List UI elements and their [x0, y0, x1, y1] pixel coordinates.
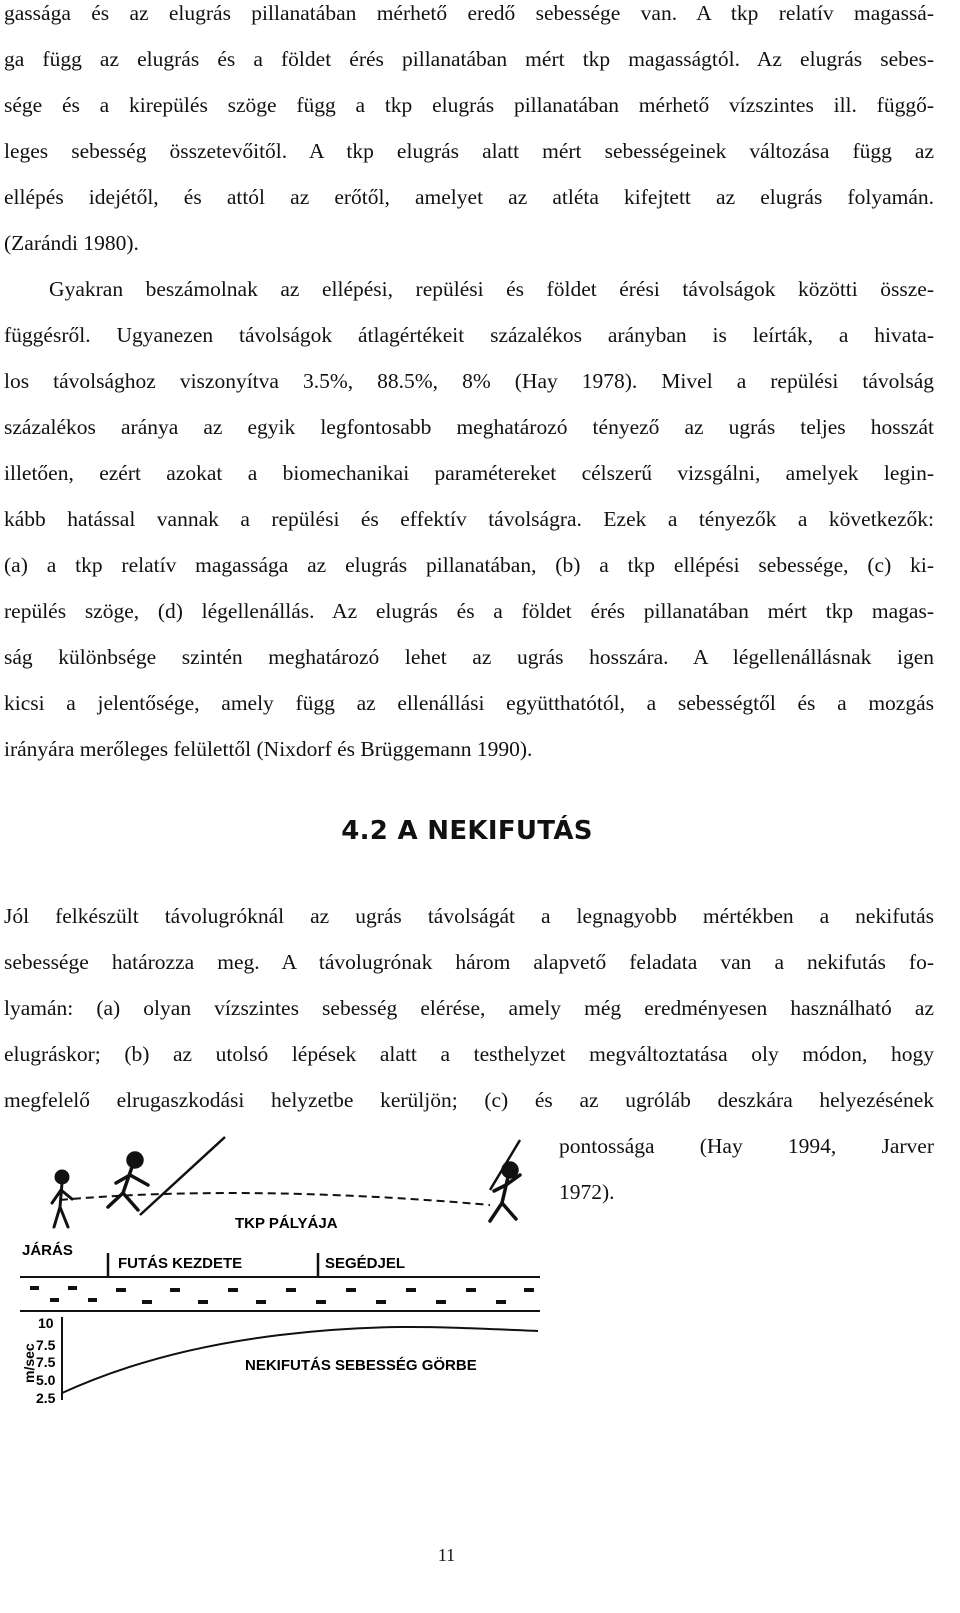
run-up-figure — [20, 1135, 555, 1420]
text-line: függésről. Ugyanezen távolságok átlagértékeit százalékos arányban is leírták, a hivata- — [4, 323, 934, 347]
text-line: irányára merőleges felülettől (Nixdorf és Brüggemann 1990). — [4, 737, 533, 761]
text-line: pontossága (Hay 1994, Jarver — [559, 1134, 934, 1158]
label-run-start: FUTÁS KEZDETE — [118, 1255, 243, 1272]
label-walking: JÁRÁS — [22, 1242, 73, 1259]
text-line: (a) a tkp relatív magassága az elugrás pillanatában, (b) a tkp ellépési sebessége, (c) ki- — [4, 553, 934, 577]
section-heading: 4.2 A NEKIFUTÁS — [341, 816, 593, 846]
label-tkp-path: TKP PÁLYÁJA — [235, 1215, 338, 1232]
text-line: 1972). — [559, 1180, 615, 1204]
text-line: lyamán: (a) olyan vízszintes sebesség elérése, amely még eredményesen használható az — [4, 996, 934, 1020]
text-line: ellépés idejétől, és attól az erőtől, amelyet az atléta kifejtett az elugrás folyamán. — [4, 185, 934, 209]
label-speed-curve: NEKIFUTÁS SEBESSÉG GÖRBE — [245, 1357, 477, 1374]
label-marker: SEGÉDJEL — [325, 1255, 406, 1272]
text-line: illetően, ezért azokat a biomechanikai paramétereket célszerű vizsgálni, amelyek legin- — [4, 461, 934, 485]
text-line: ság különbsége szintén meghatározó lehet az ugrás hosszára. A légellenállásnak igen — [4, 645, 934, 669]
axis-tick-label: 10 — [38, 1315, 54, 1331]
paragraph-1 — [4, 0, 934, 772]
axis-tick-label: 7.5 — [36, 1354, 56, 1370]
text-line: leges sebesség összetevőitől. A tkp elugrás alatt mért sebességeinek változása függ az — [4, 139, 934, 163]
axis-unit-label: m/sec — [21, 1343, 37, 1383]
paragraph-3-wrap — [559, 1123, 934, 1215]
footprints — [30, 1286, 534, 1304]
text-line: kicsi a jelentősége, amely függ az ellenállási együtthatótól, a sebességtől és a mozgás — [4, 691, 934, 715]
walking-figure-icon — [52, 1171, 72, 1227]
text-line: gassága és az elugrás pillanatában mérhető eredő sebessége van. A tkp relatív magassá- — [4, 1, 934, 25]
axis-tick-label: 5.0 — [36, 1372, 56, 1388]
text-line: kább hatással vannak a repülési és effektív távolságra. Ezek a tényezők a következők: — [4, 507, 934, 531]
text-line: elugráskor; (b) az utolsó lépések alatt a testhelyzet megváltoztatása oly módon, hogy — [4, 1042, 934, 1066]
text-line: Gyakran beszámolnak az ellépési, repülési és földet érési távolságok közötti össze- — [4, 277, 934, 301]
text-line: sebessége határozza meg. A távolugrónak három alapvető feladata van a nekifutás fo- — [4, 950, 934, 974]
axis-tick-label: 7.5 — [36, 1337, 56, 1353]
paragraph-3 — [4, 893, 934, 1123]
text-line: sége és a kirepülés szöge függ a tkp elugrás pillanatában mérhető vízszintes ill. függő- — [4, 93, 934, 117]
text-line: Jól felkészült távolugróknál az ugrás távolságát a legnagyobb mértékben a nekifutás — [4, 904, 934, 928]
text-line: százalékos aránya az egyik legfontosabb meghatározó tényező az ugrás teljes hosszát — [4, 415, 934, 439]
jumper-figure-icon — [490, 1163, 520, 1221]
text-line: repülés szöge, (d) légellenállás. Az elugrás és a földet érés pillanatában mért tkp magas- — [4, 599, 934, 623]
text-line: ga függ az elugrás és a földet érés pillanatában mért tkp magasságtól. Az elugrás sebes- — [4, 47, 934, 71]
pole-line-left — [140, 1137, 225, 1215]
page-number: 11 — [437, 1545, 456, 1565]
axis-tick-label: 2.5 — [36, 1390, 56, 1406]
text-line: megfelelő elrugaszkodási helyzetbe kerüljön; (c) és az ugróláb deszkára helyezésének — [4, 1088, 934, 1112]
text-line: (Zarándi 1980). — [4, 231, 139, 255]
text-line: los távolsághoz viszonyítva 3.5%, 88.5%, 8% (Hay 1978). Mivel a repülési távolság — [4, 369, 934, 393]
running-figure-icon — [108, 1153, 148, 1210]
